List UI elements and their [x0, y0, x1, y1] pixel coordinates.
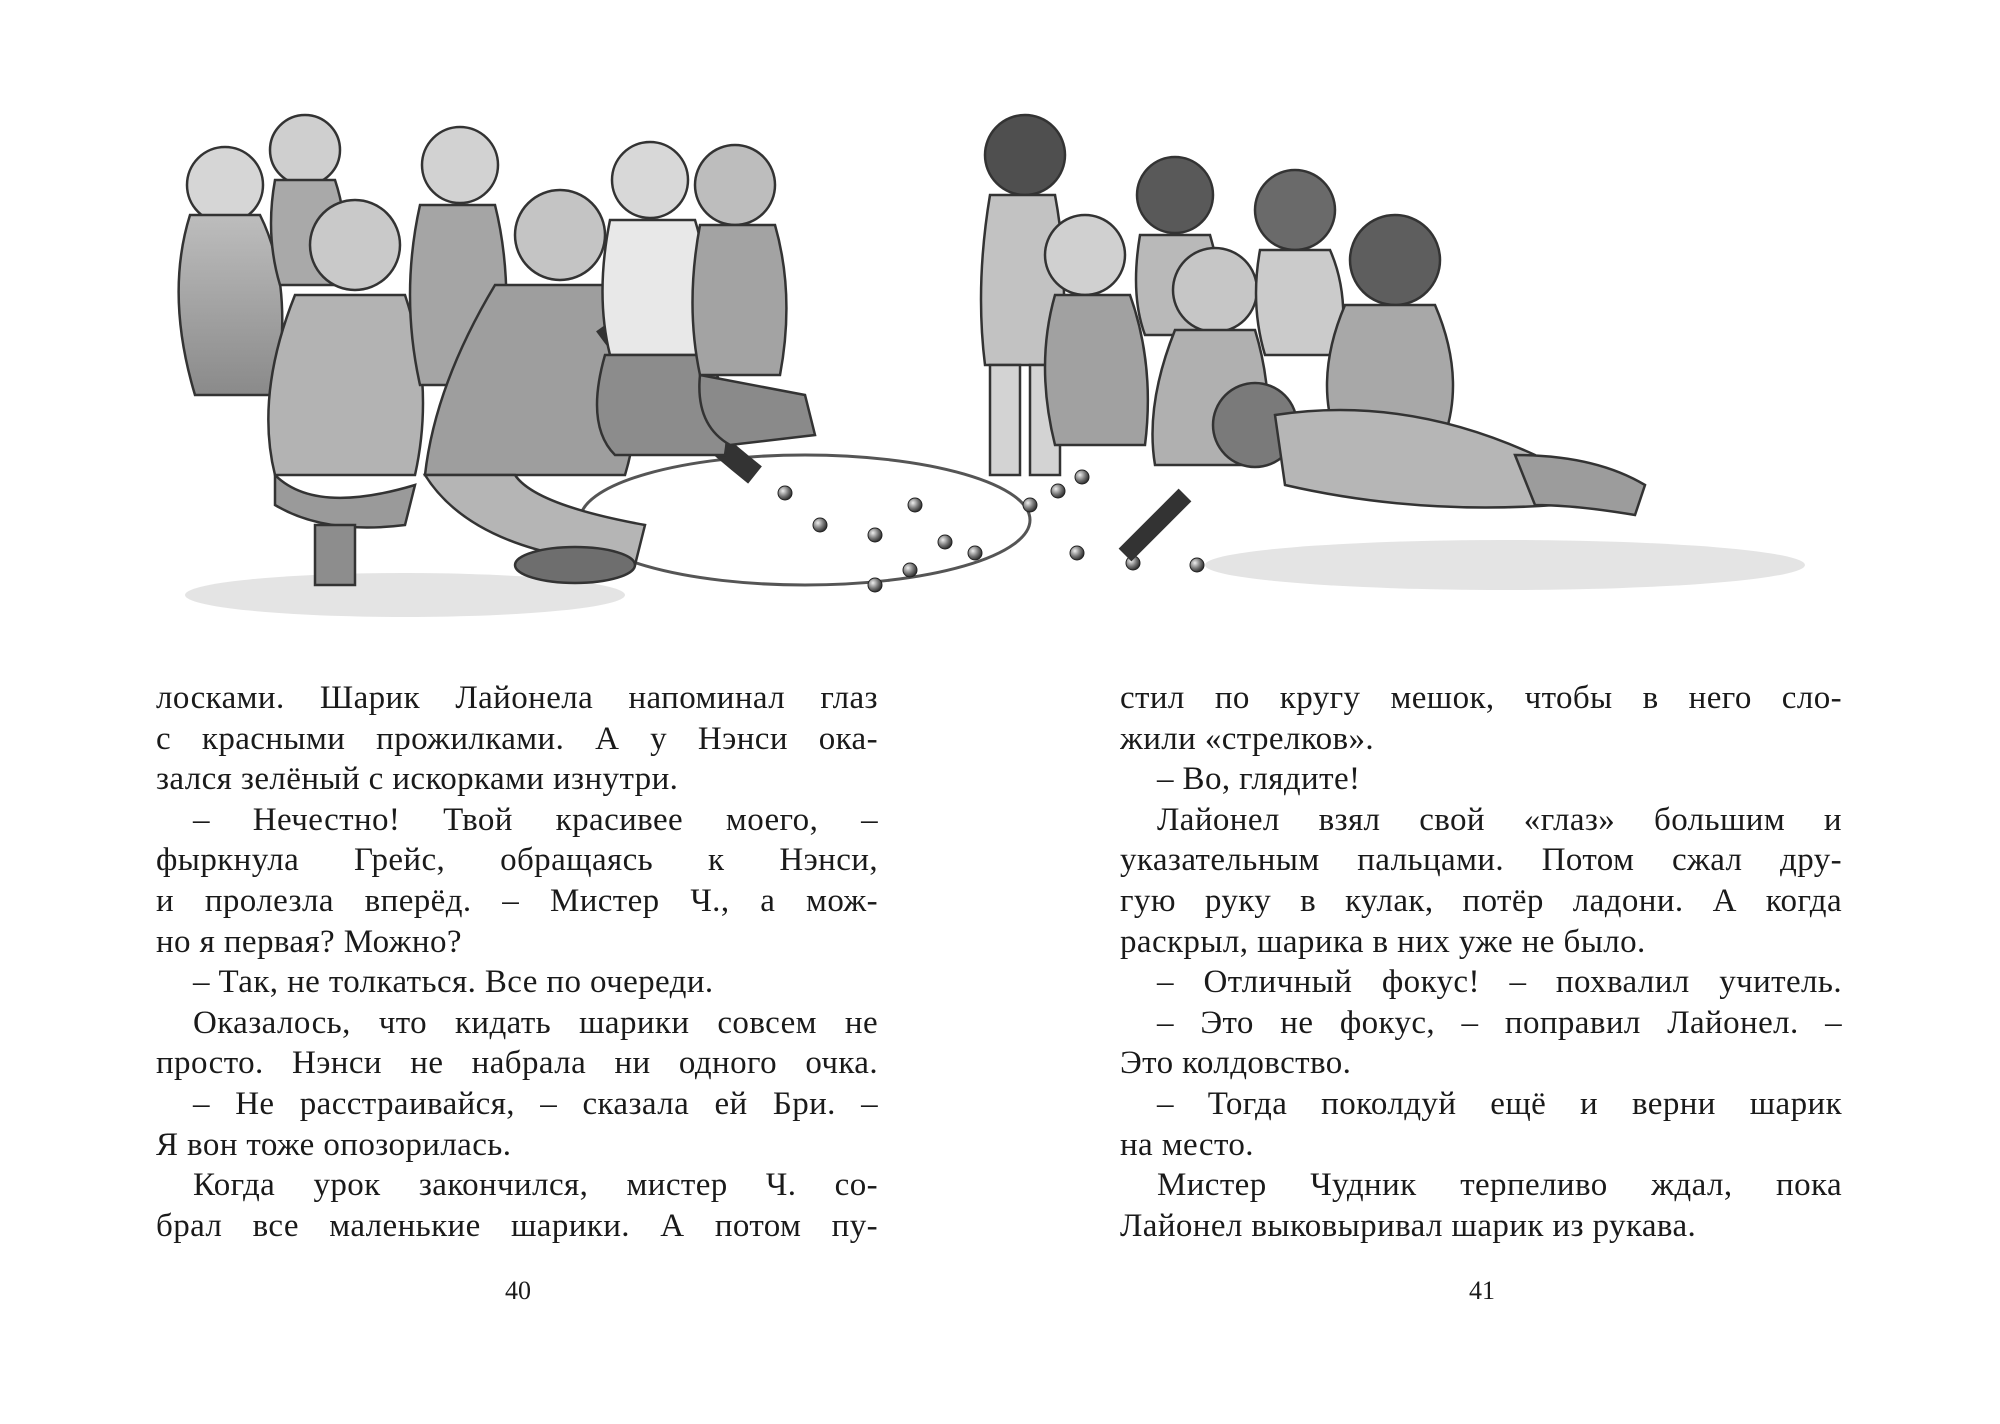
- right-page-text: [1120, 678, 1842, 1246]
- text-line: но я первая? Можно?: [156, 923, 462, 960]
- text-line: Мистер Чудник терпеливо ждал, пока: [1157, 1167, 1842, 1204]
- right-children-group: [981, 115, 1645, 555]
- text-line: – Во, глядите!: [1157, 761, 1361, 798]
- text-line: – Отличный фокус! – похвалил учитель.: [1157, 964, 1842, 1001]
- text-line: Лайонел выковыривал шарик из рукава.: [1120, 1207, 1697, 1244]
- marble-circle: [580, 455, 1030, 585]
- text-line: раскрыл, шарика в них уже не было.: [1120, 923, 1646, 960]
- text-line: лосками. Шарик Лайонела напоминал глаз: [156, 680, 878, 716]
- text-line: зался зелёный с искорками изнутри.: [156, 761, 679, 798]
- text-line: с красными прожилками. А у Нэнси ока-: [156, 720, 878, 757]
- text-line: – Не расстраивайся, – сказала ей Бри. –: [193, 1085, 878, 1122]
- text-line: гую руку в кулак, потёр ладони. А когда: [1120, 882, 1842, 919]
- text-line: просто. Нэнси не набрала ни одного очка.: [156, 1045, 878, 1082]
- left-page-text: [156, 678, 878, 1246]
- page-number-left: 40: [505, 1276, 531, 1305]
- text-line: – Нечестно! Твой красивее моего, –: [193, 801, 878, 838]
- text-line: Лайонел взял свой «глаз» большим и: [1157, 801, 1842, 838]
- text-line: стил по кругу мешок, чтобы в него сло-: [1120, 680, 1842, 716]
- text-line: на место.: [1120, 1126, 1254, 1163]
- text-line: Я вон тоже опозорилась.: [156, 1126, 512, 1163]
- text-line: и пролезла вперёд. – Мистер Ч., а мож-: [156, 882, 878, 919]
- page-number-right: 41: [1469, 1276, 1495, 1305]
- text-line: – Тогда поколдуй ещё и верни шарик: [1157, 1085, 1842, 1122]
- text-line: Когда урок закончился, мистер Ч. со-: [193, 1167, 878, 1204]
- text-line: указательным пальцами. Потом сжал дру-: [1120, 842, 1842, 879]
- text-line: – Это не фокус, – поправил Лайонел. –: [1157, 1004, 1842, 1041]
- text-line: жили «стрелков».: [1120, 720, 1375, 757]
- text-line: брал все маленькие шарики. А потом пу-: [156, 1207, 878, 1244]
- text-line: Это колдовство.: [1120, 1045, 1352, 1082]
- left-children-group: [179, 115, 815, 585]
- text-line: фыркнула Грейс, обращаясь к Нэнси,: [156, 842, 878, 879]
- children-playing-marbles-illustration: [155, 95, 1845, 655]
- text-line: – Так, не толкаться. Все по очереди.: [193, 964, 714, 1001]
- text-line: Оказалось, что кидать шарики совсем не: [193, 1004, 878, 1041]
